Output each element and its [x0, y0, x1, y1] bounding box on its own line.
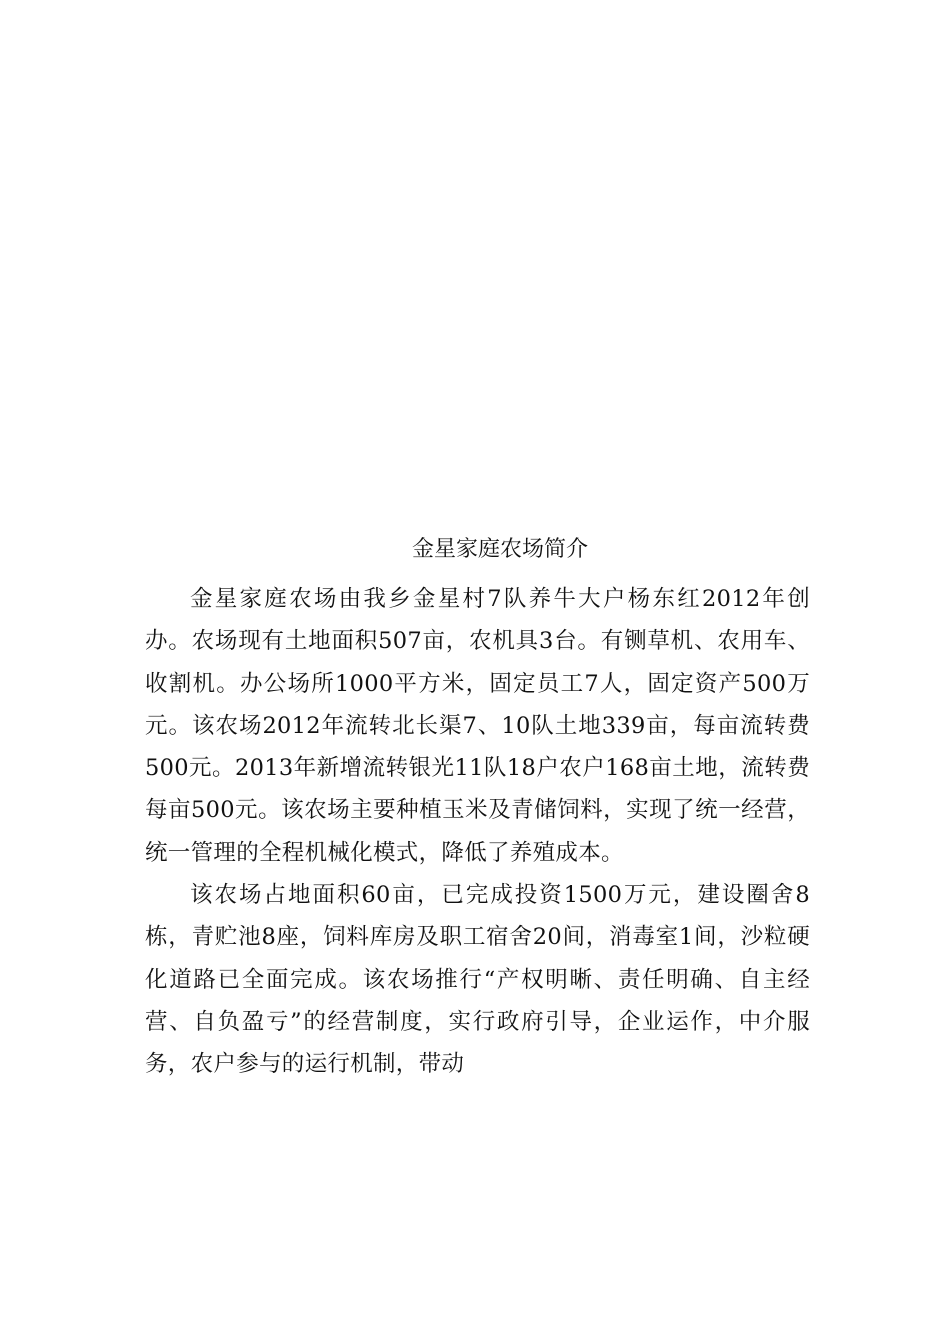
- document-body: [145, 578, 810, 1086]
- paragraph-2: 该农场占地面积60亩，已完成投资1500万元，建设圈舍8栋，青贮池8座，饲料库房及职工宿舍20间，消毒室1间，沙粒硬化道路已全面完成。该农场推行“产权明晰、责任明确、自主经营、自负盈亏”的经营制度，实行政府引导，企业运作，中介服务，农户参与的运行机制，带动: [145, 882, 810, 1078]
- paragraph-1: 金星家庭农场由我乡金星村7队养牛大户杨东红2012年创办。农场现有土地面积507亩，农机具3台。有铡草机、农用车、收割机。办公场所1000平方米，固定员工7人，固定资产500万元。该农场2012年流转北长渠7、10队土地339亩，每亩流转费500元。2013年新增流转银光11队18户农户168亩土地，流转费每亩500元。该农场主要种植玉米及青储饲料，实现了统一经营，统一管理的全程机械化模式，降低了养殖成本。: [145, 586, 810, 866]
- document-title: 金星家庭农场简介: [411, 537, 588, 562]
